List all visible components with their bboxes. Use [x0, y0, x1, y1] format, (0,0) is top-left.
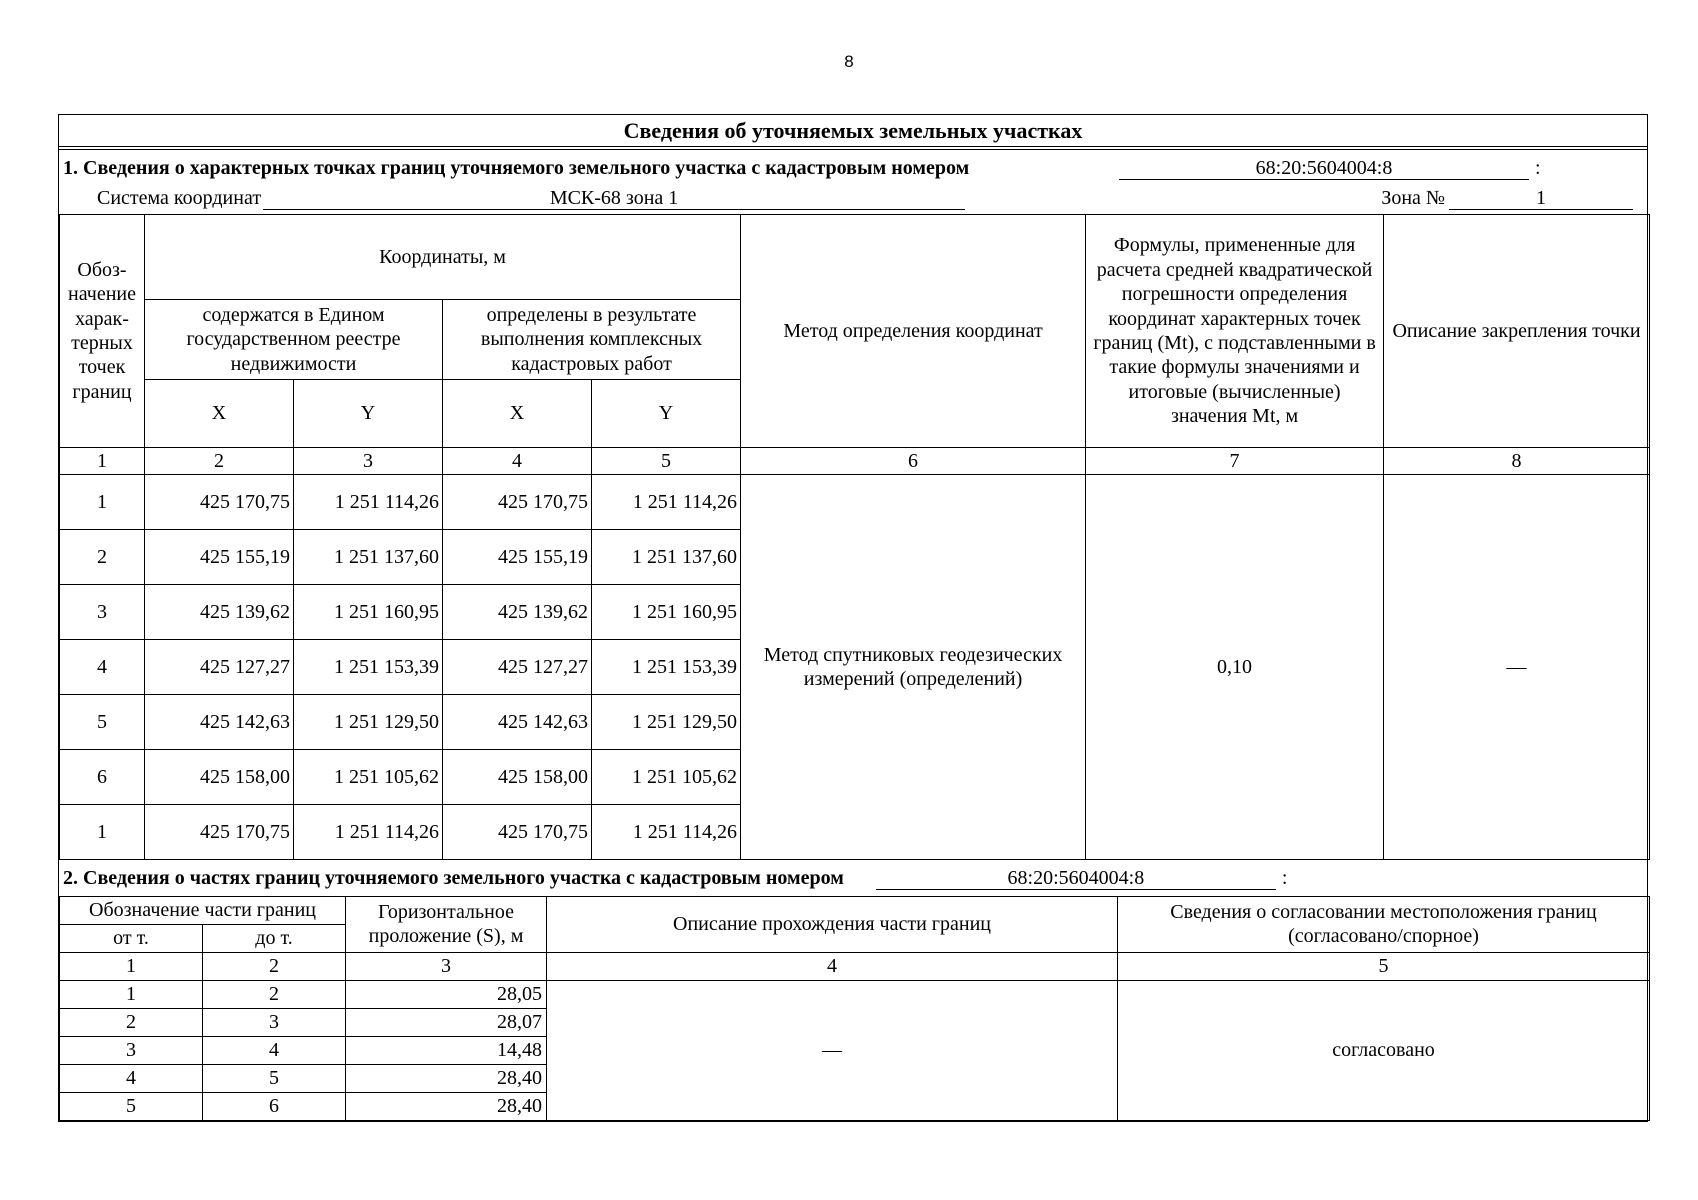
zone-value: 1	[1449, 187, 1633, 210]
complex-x: 425 170,75	[443, 475, 592, 530]
horizontal-distance: 28,05	[346, 980, 547, 1008]
section1-heading: 1. Сведения о характерных точках границ уточняемого земельного участка с кадастровым номером	[63, 157, 970, 179]
col-number: 2	[203, 952, 346, 980]
from-point: 5	[60, 1092, 203, 1120]
point-id: 6	[60, 750, 145, 805]
col-number: 2	[145, 448, 294, 475]
complex-x: 425 155,19	[443, 530, 592, 585]
horizontal-distance: 28,40	[346, 1064, 547, 1092]
document-form	[58, 114, 1648, 1122]
complex-y: 1 251 160,95	[592, 585, 741, 640]
egrn-y: 1 251 153,39	[294, 640, 443, 695]
egrn-y: 1 251 129,50	[294, 695, 443, 750]
col-number: 5	[592, 448, 741, 475]
col-number: 1	[60, 952, 203, 980]
to-point: 5	[203, 1064, 346, 1092]
header-x: X	[443, 380, 592, 448]
horizontal-distance: 28,40	[346, 1092, 547, 1120]
header-formulas: Формулы, примененные для расчета средней квадратической погрешности определения координат характерных точек границ (Mt), с подставленными в такие формулы значениями и итоговые (вычисленные) значения Mt, м	[1086, 215, 1384, 448]
horizontal-distance: 14,48	[346, 1036, 547, 1064]
complex-y: 1 251 105,62	[592, 750, 741, 805]
section1-cadastral-number: 68:20:5604004:8	[1119, 157, 1529, 180]
header-coordinates: Координаты, м	[145, 215, 741, 300]
zone-label: Зона №	[1381, 187, 1445, 209]
point-id: 5	[60, 695, 145, 750]
egrn-y: 1 251 160,95	[294, 585, 443, 640]
coord-system-label: Система координат	[97, 187, 262, 209]
header-from: от т.	[60, 924, 203, 952]
from-point: 1	[60, 980, 203, 1008]
col-number: 6	[741, 448, 1086, 475]
table-row	[60, 980, 1650, 1008]
col-number: 5	[1118, 952, 1650, 980]
point-id: 1	[60, 475, 145, 530]
table-row	[60, 475, 1650, 530]
complex-x: 425 170,75	[443, 805, 592, 860]
col-number: 1	[60, 448, 145, 475]
header-agreement: Сведения о согласовании местоположения границ (согласовано/спорное)	[1118, 896, 1650, 952]
from-point: 4	[60, 1064, 203, 1092]
egrn-y: 1 251 114,26	[294, 475, 443, 530]
point-id: 3	[60, 585, 145, 640]
form-frame	[58, 114, 1648, 1122]
egrn-x: 425 155,19	[145, 530, 294, 585]
form-title: Сведения об уточняемых земельных участках	[59, 115, 1647, 150]
header-part-designation: Обозначение части границ	[60, 896, 346, 924]
section2-heading-line	[59, 860, 1647, 897]
section2-colon: :	[1281, 866, 1288, 889]
coord-system-line	[59, 180, 1647, 214]
from-point: 2	[60, 1008, 203, 1036]
method-value: Метод спутниковых геодезических измерений (определений)	[741, 475, 1086, 860]
to-point: 4	[203, 1036, 346, 1064]
to-point: 3	[203, 1008, 346, 1036]
complex-x: 425 142,63	[443, 695, 592, 750]
egrn-x: 425 170,75	[145, 475, 294, 530]
header-y: Y	[592, 380, 741, 448]
col-number: 3	[346, 952, 547, 980]
header-description: Описание прохождения части границ	[547, 896, 1118, 952]
egrn-y: 1 251 105,62	[294, 750, 443, 805]
coord-system-value: МСК-68 зона 1	[263, 187, 965, 210]
header-designation: Обоз-начение харак-терных точек границ	[60, 215, 145, 448]
complex-y: 1 251 137,60	[592, 530, 741, 585]
egrn-x: 425 170,75	[145, 805, 294, 860]
boundary-parts-table	[59, 896, 1650, 1121]
section2-heading: 2. Сведения о частях границ уточняемого земельного участка с кадастровым номером	[63, 866, 844, 889]
header-y: Y	[294, 380, 443, 448]
to-point: 2	[203, 980, 346, 1008]
egrn-x: 425 142,63	[145, 695, 294, 750]
col-number: 4	[443, 448, 592, 475]
fixing-value: —	[1384, 475, 1650, 860]
complex-y: 1 251 114,26	[592, 805, 741, 860]
header-fixing: Описание закрепления точки	[1384, 215, 1650, 448]
point-id: 2	[60, 530, 145, 585]
egrn-y: 1 251 114,26	[294, 805, 443, 860]
egrn-x: 425 139,62	[145, 585, 294, 640]
complex-x: 425 158,00	[443, 750, 592, 805]
col-number: 3	[294, 448, 443, 475]
egrn-y: 1 251 137,60	[294, 530, 443, 585]
header-x: X	[145, 380, 294, 448]
header-horizontal: Горизонтальное проложение (S), м	[346, 896, 547, 952]
from-point: 3	[60, 1036, 203, 1064]
header-complex: определены в результате выполнения комплексных кадастровых работ	[443, 300, 741, 380]
header-egrn: содержатся в Едином государственном реестре недвижимости	[145, 300, 443, 380]
section1-heading-line	[59, 150, 1647, 180]
complex-y: 1 251 153,39	[592, 640, 741, 695]
col-number: 8	[1384, 448, 1650, 475]
col-number: 4	[547, 952, 1118, 980]
complex-y: 1 251 129,50	[592, 695, 741, 750]
horizontal-distance: 28,07	[346, 1008, 547, 1036]
mt-value: 0,10	[1086, 475, 1384, 860]
description-value: —	[547, 980, 1118, 1120]
egrn-x: 425 127,27	[145, 640, 294, 695]
complex-y: 1 251 114,26	[592, 475, 741, 530]
section1-colon: :	[1535, 157, 1541, 179]
header-to: до т.	[203, 924, 346, 952]
page-number: 8	[844, 52, 854, 71]
complex-x: 425 139,62	[443, 585, 592, 640]
to-point: 6	[203, 1092, 346, 1120]
complex-x: 425 127,27	[443, 640, 592, 695]
egrn-x: 425 158,00	[145, 750, 294, 805]
point-id: 1	[60, 805, 145, 860]
col-number: 7	[1086, 448, 1384, 475]
section2-cadastral-number: 68:20:5604004:8	[876, 867, 1276, 890]
points-table	[59, 214, 1650, 860]
header-method: Метод определения координат	[741, 215, 1086, 448]
agreement-value: согласовано	[1118, 980, 1650, 1120]
point-id: 4	[60, 640, 145, 695]
